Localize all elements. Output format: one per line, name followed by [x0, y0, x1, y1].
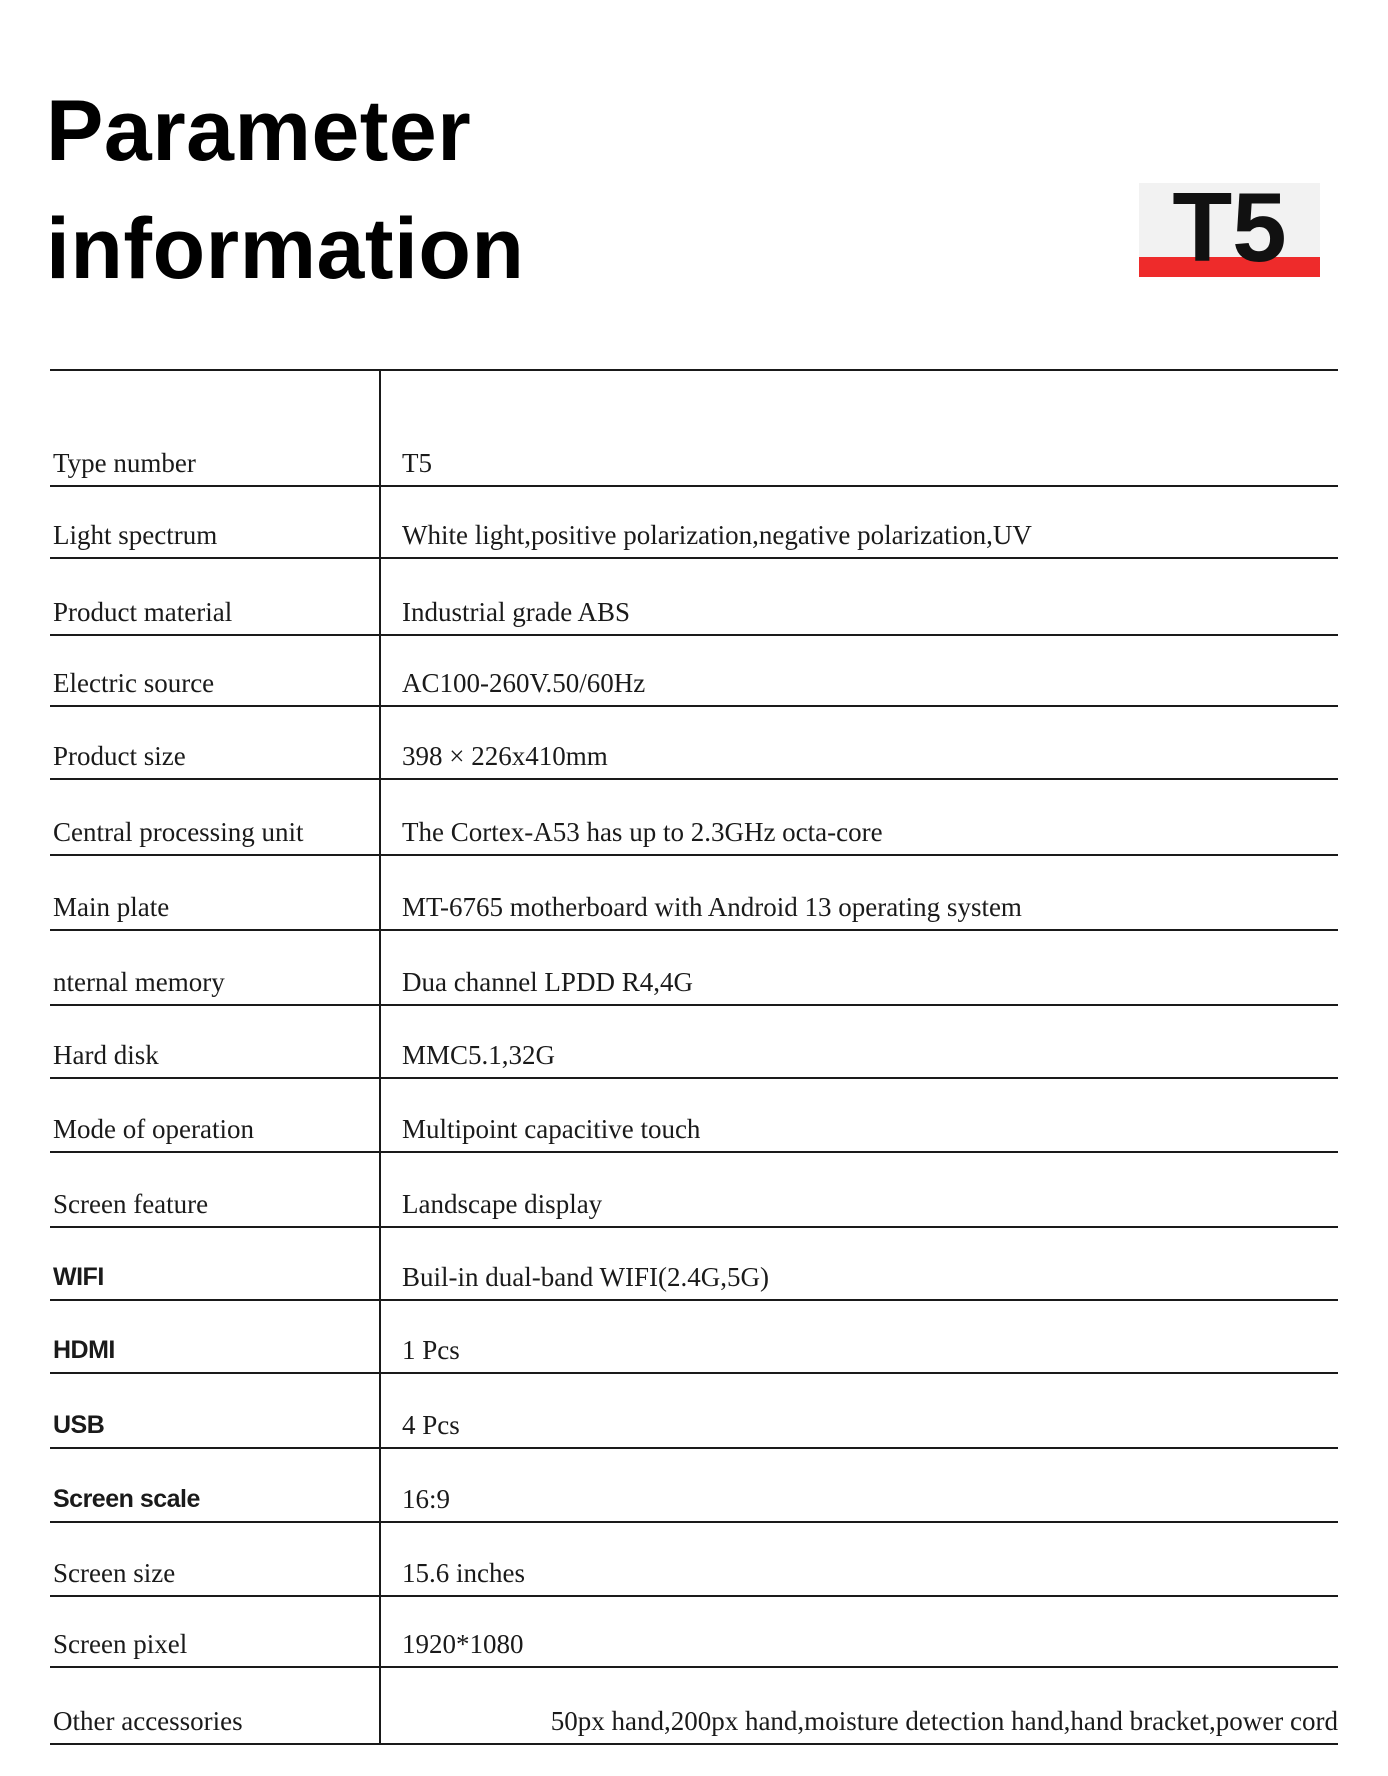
spec-label: Product size	[50, 706, 380, 779]
spec-label: WIFI	[50, 1227, 380, 1300]
spec-label: Hard disk	[50, 1005, 380, 1078]
page-title	[46, 72, 524, 308]
model-badge	[1139, 172, 1320, 282]
spec-label: Product material	[50, 558, 380, 635]
spec-label: nternal memory	[50, 930, 380, 1005]
spec-value: Buil-in dual-band WIFI(2.4G,5G)	[380, 1227, 1338, 1300]
table-row	[50, 486, 1338, 558]
spec-label: Screen feature	[50, 1152, 380, 1227]
table-row	[50, 558, 1338, 635]
spec-value: Landscape display	[380, 1152, 1338, 1227]
spec-label: Type number	[50, 370, 380, 486]
table-row	[50, 1373, 1338, 1448]
table-row	[50, 706, 1338, 779]
table-row	[50, 1300, 1338, 1373]
spec-label: USB	[50, 1373, 380, 1448]
table-row	[50, 1596, 1338, 1667]
table-row	[50, 1448, 1338, 1522]
spec-value: The Cortex-A53 has up to 2.3GHz octa-core	[380, 779, 1338, 855]
table-row	[50, 370, 1338, 486]
spec-label: Screen pixel	[50, 1596, 380, 1667]
table-row	[50, 855, 1338, 930]
spec-value: 1920*1080	[380, 1596, 1338, 1667]
spec-label: Central processing unit	[50, 779, 380, 855]
page-title-line-2: information	[46, 201, 525, 297]
table-row	[50, 1227, 1338, 1300]
spec-label: Screen size	[50, 1522, 380, 1596]
spec-value: MT-6765 motherboard with Android 13 operating system	[380, 855, 1338, 930]
spec-label: Light spectrum	[50, 486, 380, 558]
table-row	[50, 1005, 1338, 1078]
spec-value: 50px hand,200px hand,moisture detection hand,hand bracket,power cord	[380, 1667, 1338, 1744]
spec-label: Main plate	[50, 855, 380, 930]
spec-value: 15.6 inches	[380, 1522, 1338, 1596]
model-badge-label: T5	[1172, 172, 1287, 282]
spec-value: 16:9	[380, 1448, 1338, 1522]
table-row	[50, 930, 1338, 1005]
spec-value: MMC5.1,32G	[380, 1005, 1338, 1078]
spec-label: Other accessories	[50, 1667, 380, 1744]
spec-value: Multipoint capacitive touch	[380, 1078, 1338, 1152]
spec-value: Dua channel LPDD R4,4G	[380, 930, 1338, 1005]
spec-value: 4 Pcs	[380, 1373, 1338, 1448]
page-title-line-1: Parameter	[46, 83, 472, 179]
table-row	[50, 1152, 1338, 1227]
table-row	[50, 635, 1338, 706]
spec-label: Mode of operation	[50, 1078, 380, 1152]
spec-value: Industrial grade ABS	[380, 558, 1338, 635]
spec-value: 398 × 226x410mm	[380, 706, 1338, 779]
spec-table	[50, 369, 1338, 1745]
table-row	[50, 779, 1338, 855]
spec-label: Electric source	[50, 635, 380, 706]
table-row	[50, 1078, 1338, 1152]
spec-value: AC100-260V.50/60Hz	[380, 635, 1338, 706]
table-row	[50, 1667, 1338, 1744]
spec-value: T5	[380, 370, 1338, 486]
table-row	[50, 1522, 1338, 1596]
spec-label: Screen scale	[50, 1448, 380, 1522]
spec-label: HDMI	[50, 1300, 380, 1373]
spec-value: White light,positive polarization,negative polarization,UV	[380, 486, 1338, 558]
spec-value: 1 Pcs	[380, 1300, 1338, 1373]
